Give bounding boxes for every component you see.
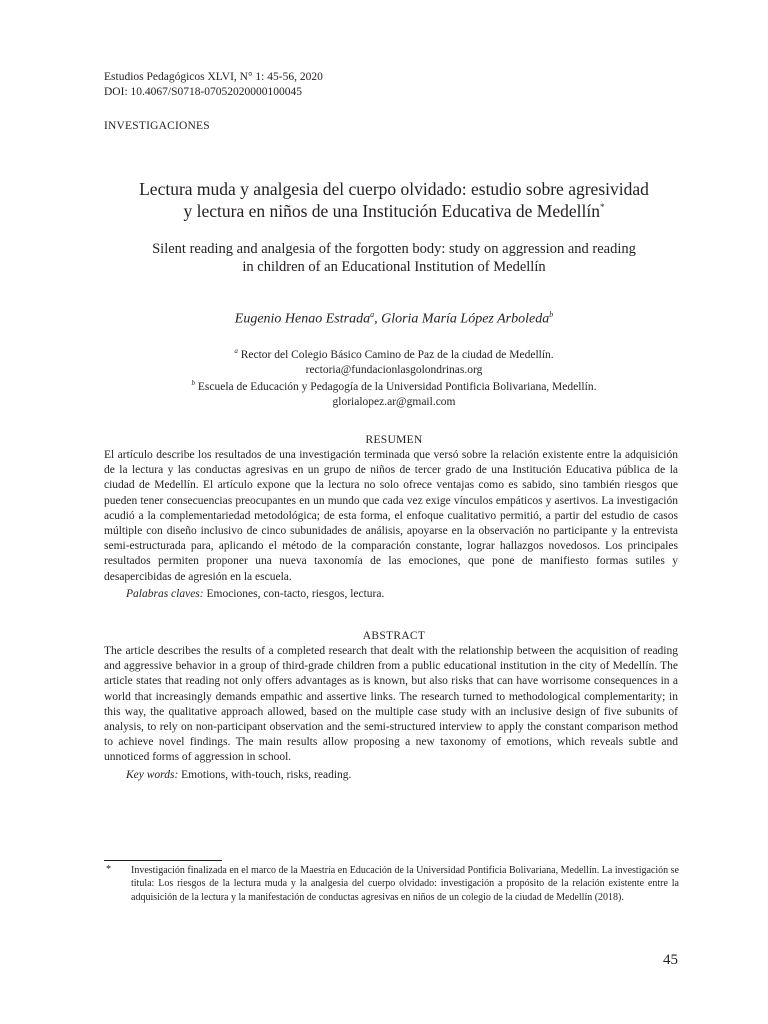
title-english-line-2: in children of an Educational Institution of Medellín xyxy=(242,259,546,275)
abstract-keywords-label: Key words: xyxy=(126,768,179,781)
abstract-body: The article describes the results of a completed research that dealt with the relationship between the acquisition of reading and aggressive behavior in a group of third-grade children from a public educational institution in the city of Medellín. The article states that reading not only offers advantages as is known, but also risks that can have worrisome consequences in a world that increasingly demands empathic and assertive links. The research turned to methodological complementarity; in this way, the qualitative approach allowed, based on the multiple case study with an inclusive design of five subunits of analysis, to rely on non-participant observation and the semi-structured interview to apply the constant comparison method to achieve novel findings. The main results allow proposing a new taxonomy of emotions, which reveals subtle and unnoticed forms of aggression in school. xyxy=(104,645,678,764)
title-spanish-line-2: y lectura en niños de una Institución Educativa de Medellín xyxy=(183,201,600,221)
title-footnote-mark: * xyxy=(599,202,605,213)
resumen-keywords xyxy=(126,587,678,602)
page-number: 45 xyxy=(663,952,678,968)
author-2-affiliation-mark: b xyxy=(549,310,554,319)
affiliation-1 xyxy=(104,344,684,378)
author-1-affiliation-mark: a xyxy=(370,310,375,319)
resumen-keywords-text: Emociones, con-tacto, riesgos, lectura. xyxy=(206,587,385,600)
author-separator: , xyxy=(374,311,382,327)
affiliation-2 xyxy=(104,376,684,410)
title-english xyxy=(104,240,684,276)
footnote-divider xyxy=(104,860,222,861)
title-english-line-1: Silent reading and analgesia of the forgotten body: study on aggression and reading xyxy=(152,241,636,257)
section-label: INVESTIGACIONES xyxy=(104,120,210,132)
author-2: Gloria María López Arboleda xyxy=(381,311,550,327)
title-spanish xyxy=(104,178,684,222)
footnote-mark: * xyxy=(106,864,111,875)
title-spanish-line-1: Lectura muda y analgesia del cuerpo olvidado: estudio sobre agresividad xyxy=(139,179,649,199)
resumen-section xyxy=(104,448,678,602)
affiliation-1-email: rectoria@fundacionlasgolondrinas.org xyxy=(305,363,483,376)
affiliation-2-mark: b xyxy=(191,379,196,387)
footnote-text: Investigación finalizada en el marco de la Maestría en Educación de la Universidad Pontificia Bolivariana, Medellín. La investigación se titula: Los riesgos de la lectura muda y la analgesia del cuerpo olvidado: investigación a propósito de la relación existente entre la adquisición de la lectura y la manifestación de conductas agresivas en niños de un colegio de la ciudad de Medellín (2018). xyxy=(131,865,679,903)
resumen-heading: RESUMEN xyxy=(365,434,423,446)
author-1: Eugenio Henao Estrada xyxy=(234,311,371,327)
affiliation-2-text: Escuela de Educación y Pedagogía de la Universidad Pontificia Bolivariana, Medellín. xyxy=(197,380,597,393)
abstract-keywords-text: Emotions, with-touch, risks, reading. xyxy=(181,768,352,781)
abstract-section xyxy=(104,644,678,783)
resumen-keywords-label: Palabras claves: xyxy=(126,587,204,600)
abstract-heading: ABSTRACT xyxy=(362,630,426,642)
abstract-keywords xyxy=(126,768,678,783)
authors xyxy=(104,310,684,328)
affiliation-2-email: glorialopez.ar@gmail.com xyxy=(332,395,456,408)
doi: DOI: 10.4067/S0718-07052020000100045 xyxy=(104,86,303,98)
journal-header xyxy=(104,70,323,100)
affiliation-1-text: Rector del Colegio Básico Camino de Paz de la ciudad de Medellín. xyxy=(240,348,554,361)
journal-citation: Estudios Pedagógicos XLVI, N° 1: 45-56, 2020 xyxy=(104,71,323,83)
affiliation-1-mark: a xyxy=(234,347,238,355)
resumen-body: El artículo describe los resultados de una investigación terminada que versó sobre la relación existente entre la adquisición de la lectura y las conductas agresivas en un grupo de niños de tercer grado de una Institución Educativa pública de la ciudad de Medellín. El artículo expone que la lectura no solo ofrece ventajas como es sabido, sino también riesgos que pueden tener consecuencias preocupantes en un mundo que cada vez exige vínculos empáticos y asertivos. La investigación acudió a la complementariedad metodológica; de esta forma, el enfoque cualitativo permitió, a partir del estudio de casos múltiple con diseño inclusivo de cinco subunidades de análisis, apoyarse en la observación no participante y la entrevista semi-estructurada para, aplicando el método de la comparación constante, lograr hallazgos novedosos. Los principales resultados permiten proponer una nueva taxonomía de las emociones, que pone de manifiesto formas sutiles y desapercibidas de agresión en la escuela. xyxy=(104,449,678,583)
